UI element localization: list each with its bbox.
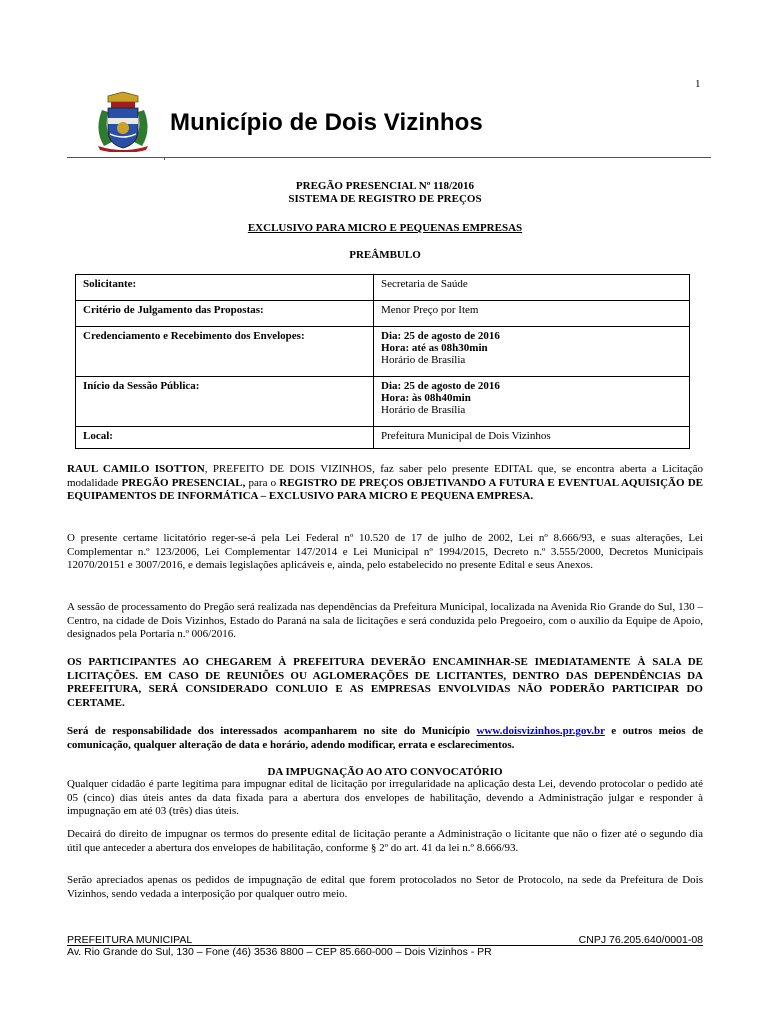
participants-warning: OS PARTICIPANTES AO CHEGAREM À PREFEITURA DEVERÃO ENCAMINHAR-SE IMEDIATAMENTE À SALA DE LICITAÇÕES. EM CASO DE REUNIÕES OU AGLOMERAÇÕES DE LICITANTES, DENTRO DAS DEPENDÊNCIAS DA PREFEITURA, SERÁ CONSIDERADO CONLUIO E AS EMPRESAS ENVOLVIDAS NÃO PODERÃO PARTICIPAR DO CERTAME. bbox=[67, 656, 703, 709]
table-row bbox=[76, 427, 690, 449]
table-value: Dia: 25 de agosto de 2016 Hora: às 08h40min Horário de Brasília bbox=[374, 377, 690, 427]
legal-basis-paragraph: O presente certame licitatório reger-se-á pela Lei Federal nº 10.520 de 17 de julho de 2002, Lei nº 8.666/93, e suas alterações, Lei Complementar n.º 123/2006, Lei Complementar 147/2014 e Lei Municipal nº 1994/2015, Decreto n.º 3.555/2000, Decretos Municipais 12070/20151 e 3007/2016, e demais legislações aplicáveis e, ainda, pelo estabelecido no presente Edital e seus Anexos. bbox=[67, 532, 703, 571]
responsibility-paragraph: Será de responsabilidade dos interessados acompanharem no site do Município www.doisvizinhos.pr.gov.br e outros meios de comunicação, qualquer alteração de data e horário, adendo modificar, errata e esclarecimentos. bbox=[67, 725, 703, 751]
pregao-number: PREGÃO PRESENCIAL Nº 118/2016 bbox=[295, 180, 475, 192]
table-label: Local: bbox=[76, 427, 374, 449]
website-link[interactable]: www.doisvizinhos.pr.gov.br bbox=[476, 725, 605, 737]
footer-org: PREFEITURA MUNICIPAL bbox=[67, 934, 193, 946]
section-title: DA IMPUGNAÇÃO AO ATO CONVOCATÓRIO bbox=[267, 766, 503, 778]
table-value: Secretaria de Saúde bbox=[374, 275, 690, 301]
table-row bbox=[76, 301, 690, 327]
page-title: Município de Dois Vizinhos bbox=[170, 109, 483, 136]
table-label: Critério de Julgamento das Propostas: bbox=[76, 301, 374, 327]
preamble-heading: PREÂMBULO bbox=[349, 249, 421, 261]
table-value: Prefeitura Municipal de Dois Vizinhos bbox=[374, 427, 690, 449]
session-paragraph: A sessão de processamento do Pregão será realizada nas dependências da Prefeitura Municipal, localizada na Avenida Rio Grande do Sul, 130 – Centro, na cidade de Dois Vizinhos, Estado do Paraná na sala de licitações e será conduzida pelo Pregoeiro, com o auxílio da Equipe de Apoio, designados pela Portaria n.º 006/2016. bbox=[67, 601, 703, 640]
table-label: Solicitante: bbox=[76, 275, 374, 301]
page-number: 1 bbox=[695, 78, 701, 90]
table-value: Menor Preço por Item bbox=[374, 301, 690, 327]
forfeit-paragraph: Decairá do direito de impugnar os termos do presente edital de licitação perante a Administração o licitante que não o fizer até o segundo dia útil que anteceder a abertura dos envelopes de habilitação, conforme § 2º do art. 41 da lei n.º 8.666/93. bbox=[67, 828, 703, 854]
municipal-crest-icon bbox=[88, 90, 158, 152]
exclusive-heading: EXCLUSIVO PARA MICRO E PEQUENAS EMPRESAS bbox=[247, 222, 523, 234]
impugnation-paragraph: Qualquer cidadão é parte legítima para impugnar edital de licitação por irregularidade na aplicação desta Lei, devendo protocolar o pedido até 05 (cinco) dias úteis antes da data fixada para a abertura dos envelopes de habilitação, devendo a Administração julgar e responder à impugnação em até 03 (três) dias úteis. bbox=[67, 778, 703, 817]
preamble-table bbox=[75, 274, 690, 449]
table-row bbox=[76, 377, 690, 427]
table-value: Dia: 25 de agosto de 2016 Hora: até as 08h30min Horário de Brasília bbox=[374, 327, 690, 377]
table-label: Credenciamento e Recebimento dos Envelopes: bbox=[76, 327, 374, 377]
footer-address: Av. Rio Grande do Sul, 130 – Fone (46) 3536 8800 – CEP 85.660-000 – Dois Vizinhos - PR bbox=[67, 946, 492, 958]
protocol-paragraph: Serão apreciados apenas os pedidos de impugnação de edital que forem protocolados no Setor de Protocolo, na sede da Prefeitura de Dois Vizinhos, sendo vedada a interposição por qualquer outro meio. bbox=[67, 874, 703, 900]
table-label: Início da Sessão Pública: bbox=[76, 377, 374, 427]
footer-cnpj: CNPJ 76.205.640/0001-08 bbox=[578, 934, 703, 946]
opening-paragraph: RAUL CAMILO ISOTTON, PREFEITO DE DOIS VIZINHOS, faz saber pelo presente EDITAL que, se encontra aberta a Licitação modalidade PREGÃO PRESENCIAL, para o REGISTRO DE PREÇOS OBJETIVANDO A FUTURA E EVENTUAL AQUISIÇÃO DE EQUIPAMENTOS DE INFORMÁTICA – EXCLUSIVO PARA MICRO E PEQUENA EMPRESA. bbox=[67, 463, 703, 502]
table-row bbox=[76, 327, 690, 377]
registro-precos-heading: SISTEMA DE REGISTRO DE PREÇOS bbox=[288, 193, 482, 205]
table-row bbox=[76, 275, 690, 301]
